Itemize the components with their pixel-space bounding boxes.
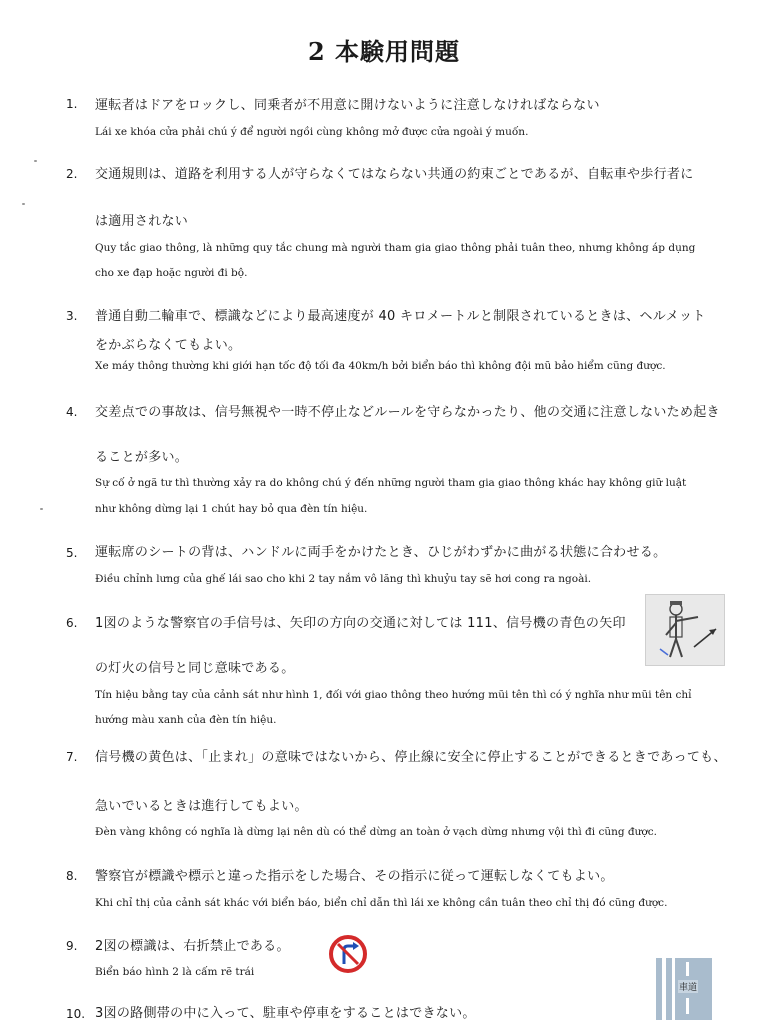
question-8-text: 警察官が標識や標示と違った指示をした場合、その指示に従って運転しなくてもよい。	[95, 869, 614, 884]
figure-1-police-signal	[645, 594, 725, 666]
question-5-text: 運転席のシートの背は、ハンドルに両手をかけたとき、ひじがわずかに曲がる状態に合わせる。	[95, 545, 667, 560]
question-2-number: 2.	[66, 167, 78, 181]
question-5-translation: Điều chỉnh lưng của ghế lái sao cho khi 2 tay nắm vô lăng thì khuỷu tay sẽ hơi cong ra ngoài.	[95, 573, 592, 585]
scan-speck	[34, 160, 37, 162]
scan-speck	[40, 508, 43, 510]
question-5-number: 5.	[66, 546, 78, 560]
question-6-text-line2: の灯火の信号と同じ意味である。	[95, 661, 295, 676]
question-4-number: 4.	[66, 405, 78, 419]
question-6-text-line1: 1図のような警察官の手信号は、矢印の方向の交通に対しては 111、信号機の青色の矢印	[95, 616, 626, 631]
police-officer-icon	[646, 595, 724, 665]
question-1-text: 運転者はドアをロックし、同乗者が不用意に開けないように注意しなければならない	[95, 98, 600, 113]
question-4-text-line1: 交差点での事故は、信号無視や一時不停止などルールを守らなかったり、他の交通に注意しないため起き	[95, 405, 720, 420]
question-2-text-line2: は適用されない	[95, 214, 189, 229]
question-2-text-line1: 交通規則は、道路を利用する人が守らなくてはならない共通の約束ごとであるが、自転車や歩行者に	[95, 167, 694, 182]
question-1-number: 1.	[66, 97, 78, 111]
figure-2-no-turn-sign	[328, 934, 368, 974]
question-7-translation: Đèn vàng không có nghĩa là dừng lại nên dù có thể dừng an toàn ở vạch dừng nhưng vội thì đi cũng được.	[95, 826, 657, 838]
question-9-text: 2図の標識は、右折禁止である。	[95, 939, 290, 954]
question-4-translation-line1: Sự cố ở ngã tư thì thường xảy ra do không chú ý đến những người tham gia giao thông khác hay không giữ luật	[95, 477, 687, 489]
question-7-text-line2: 急いでいるときは進行してもよい。	[95, 799, 308, 814]
question-3-text-line2: をかぶらなくてもよい。	[95, 338, 242, 353]
no-right-turn-sign-icon	[328, 934, 368, 974]
question-8-number: 8.	[66, 869, 78, 883]
question-3-number: 3.	[66, 309, 78, 323]
question-6-number: 6.	[66, 616, 78, 630]
question-9-translation: Biển báo hình 2 là cấm rẽ trái	[95, 966, 255, 978]
question-6-translation-line2: hướng màu xanh của đèn tín hiệu.	[95, 714, 277, 726]
page-title: 2 本験用問題	[307, 37, 461, 66]
question-10-number: 10.	[66, 1007, 86, 1021]
question-2-translation-line1: Quy tắc giao thông, là những quy tắc chung mà người tham gia giao thông phải tuân theo, nhưng không áp dụng	[95, 242, 696, 254]
question-3-translation: Xe máy thông thường khi giới hạn tốc độ tối đa 40km/h bởi biển báo thì không đội mũ bảo hiểm cũng được.	[95, 360, 666, 372]
question-7-text-line1: 信号機の黄色は、「止まれ」の意味ではないから、停止線に安全に停止することができるときであっても、	[95, 750, 727, 765]
scan-speck	[22, 203, 25, 205]
question-10-text: 3図の路側帯の中に入って、駐車や停車をすることはできない。	[95, 1006, 476, 1021]
question-8-translation: Khi chỉ thị của cảnh sát khác với biển báo, biển chỉ dẫn thì lái xe không cần tuân theo chỉ thị đó cũng được.	[95, 897, 668, 909]
figure-3-roadway-label: 車道	[678, 980, 698, 993]
question-4-translation-line2: như không dừng lại 1 chút hay bỏ qua đèn tín hiệu.	[95, 503, 368, 515]
question-6-translation-line1: Tín hiệu bằng tay của cảnh sát như hình 1, đối với giao thông theo hướng mũi tên thì có ý nghĩa như mũi tên chỉ	[95, 689, 692, 701]
figure-3-roadside-strip	[656, 958, 712, 1020]
question-9-number: 9.	[66, 939, 78, 953]
question-7-number: 7.	[66, 750, 78, 764]
question-2-translation-line2: cho xe đạp hoặc người đi bộ.	[95, 267, 248, 279]
question-4-text-line2: ることが多い。	[95, 450, 189, 465]
question-3-text-line1: 普通自動二輪車で、標識などにより最高速度が 40 キロメートルと制限されているときは、ヘルメット	[95, 309, 706, 324]
question-1-translation: Lái xe khóa cửa phải chú ý để người ngồi cùng không mở được cửa ngoài ý muốn.	[95, 126, 529, 138]
